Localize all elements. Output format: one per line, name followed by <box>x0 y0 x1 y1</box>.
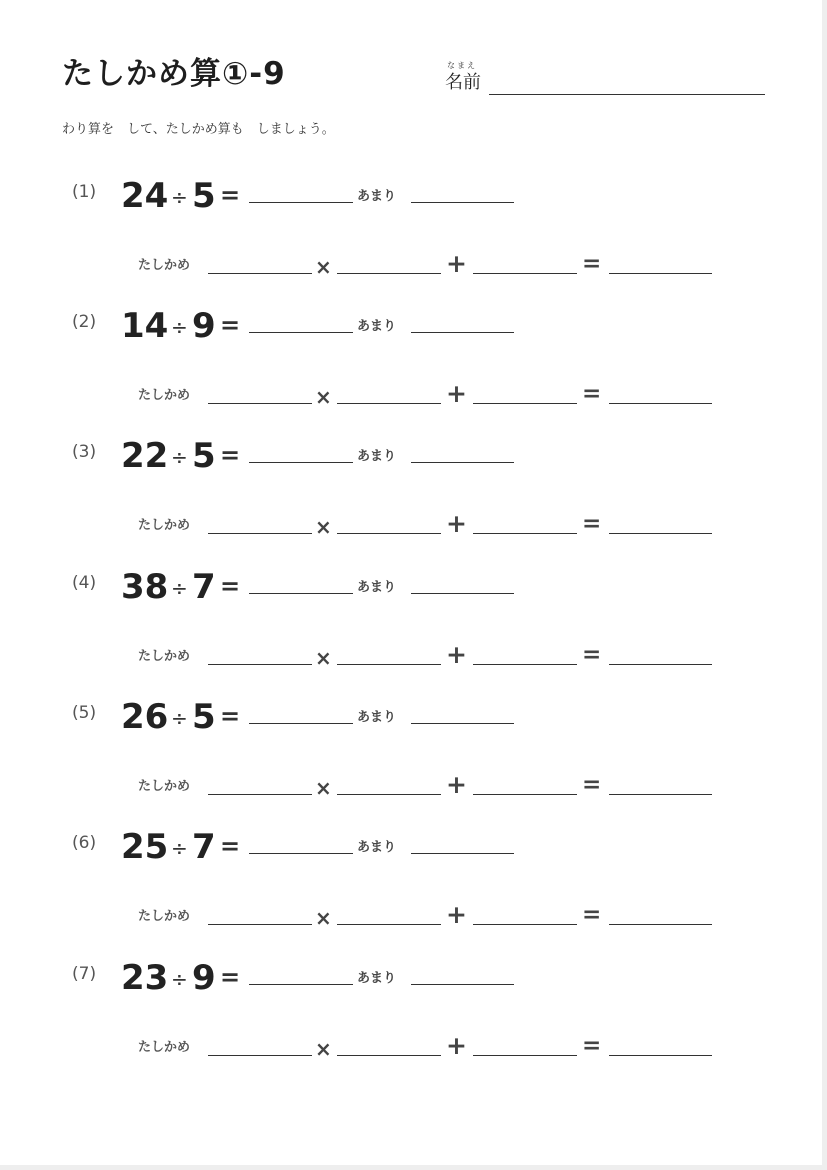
times-sign: × <box>315 255 332 279</box>
remainder-label: あまり <box>357 319 397 334</box>
dividend: 38 <box>121 567 169 607</box>
check-quotient-field[interactable] <box>337 924 441 925</box>
check-divisor-field[interactable] <box>208 924 312 925</box>
plus-sign: + <box>446 770 467 799</box>
quotient-answer-field[interactable] <box>249 723 353 724</box>
quotient-answer-field[interactable] <box>249 202 353 203</box>
check-divisor-field[interactable] <box>208 664 312 665</box>
remainder-answer-field[interactable] <box>411 202 514 203</box>
check-label: たしかめ <box>138 649 191 664</box>
check-label: たしかめ <box>138 518 191 533</box>
plus-sign: + <box>446 249 467 278</box>
check-result-field[interactable] <box>609 664 712 665</box>
remainder-answer-field[interactable] <box>411 462 514 463</box>
check-label: たしかめ <box>138 779 191 794</box>
name-field[interactable] <box>489 94 765 95</box>
equals-sign: = <box>220 572 241 600</box>
quotient-answer-field[interactable] <box>249 593 353 594</box>
divisor: 9 <box>192 958 216 998</box>
problem-row <box>0 302 827 422</box>
check-equals-sign: = <box>582 251 602 277</box>
check-equals-sign: = <box>582 902 602 928</box>
plus-sign: + <box>446 640 467 669</box>
problem-number: (4) <box>72 573 97 593</box>
instruction-text: わり算を して、たしかめ算も しましょう。 <box>62 122 335 137</box>
problem-row <box>0 432 827 552</box>
check-quotient-field[interactable] <box>337 794 441 795</box>
check-quotient-field[interactable] <box>337 403 441 404</box>
problem-row <box>0 823 827 943</box>
problem-row <box>0 954 827 1074</box>
plus-sign: + <box>446 509 467 538</box>
check-divisor-field[interactable] <box>208 273 312 274</box>
equals-sign: = <box>220 963 241 991</box>
check-divisor-field[interactable] <box>208 1055 312 1056</box>
quotient-answer-field[interactable] <box>249 332 353 333</box>
check-divisor-field[interactable] <box>208 794 312 795</box>
check-label: たしかめ <box>138 258 191 273</box>
problem-number: (2) <box>72 312 97 332</box>
problem-number: (3) <box>72 442 97 462</box>
check-label: たしかめ <box>138 1040 191 1055</box>
problem-row <box>0 172 827 292</box>
page-edge-bottom <box>0 1165 827 1170</box>
divide-sign: ÷ <box>171 315 188 339</box>
check-result-field[interactable] <box>609 533 712 534</box>
check-quotient-field[interactable] <box>337 664 441 665</box>
divisor: 7 <box>192 567 216 607</box>
problem-row <box>0 563 827 683</box>
divide-sign: ÷ <box>171 445 188 469</box>
problem-number: (1) <box>72 182 97 202</box>
equals-sign: = <box>220 311 241 339</box>
divisor: 5 <box>192 436 216 476</box>
check-equals-sign: = <box>582 381 602 407</box>
check-result-field[interactable] <box>609 794 712 795</box>
check-quotient-field[interactable] <box>337 273 441 274</box>
equals-sign: = <box>220 181 241 209</box>
check-remainder-field[interactable] <box>473 664 577 665</box>
check-remainder-field[interactable] <box>473 403 577 404</box>
dividend: 25 <box>121 827 169 867</box>
equals-sign: = <box>220 702 241 730</box>
check-remainder-field[interactable] <box>473 924 577 925</box>
check-label: たしかめ <box>138 909 191 924</box>
check-equals-sign: = <box>582 772 602 798</box>
plus-sign: + <box>446 900 467 929</box>
check-result-field[interactable] <box>609 924 712 925</box>
check-remainder-field[interactable] <box>473 794 577 795</box>
name-label: 名前 <box>445 72 481 93</box>
check-result-field[interactable] <box>609 273 712 274</box>
check-equals-sign: = <box>582 1033 602 1059</box>
quotient-answer-field[interactable] <box>249 853 353 854</box>
remainder-answer-field[interactable] <box>411 853 514 854</box>
divide-sign: ÷ <box>171 836 188 860</box>
name-ruby: なまえ <box>447 61 477 70</box>
remainder-label: あまり <box>357 840 397 855</box>
divide-sign: ÷ <box>171 706 188 730</box>
times-sign: × <box>315 1037 332 1061</box>
dividend: 24 <box>121 176 169 216</box>
divisor: 7 <box>192 827 216 867</box>
times-sign: × <box>315 646 332 670</box>
remainder-label: あまり <box>357 710 397 725</box>
check-quotient-field[interactable] <box>337 533 441 534</box>
dividend: 22 <box>121 436 169 476</box>
check-result-field[interactable] <box>609 403 712 404</box>
remainder-label: あまり <box>357 449 397 464</box>
dividend: 23 <box>121 958 169 998</box>
check-equals-sign: = <box>582 642 602 668</box>
dividend: 26 <box>121 697 169 737</box>
check-divisor-field[interactable] <box>208 403 312 404</box>
problem-number: (7) <box>72 964 97 984</box>
divisor: 5 <box>192 697 216 737</box>
check-remainder-field[interactable] <box>473 533 577 534</box>
quotient-answer-field[interactable] <box>249 462 353 463</box>
check-remainder-field[interactable] <box>473 273 577 274</box>
check-equals-sign: = <box>582 511 602 537</box>
remainder-label: あまり <box>357 580 397 595</box>
problem-row <box>0 693 827 813</box>
times-sign: × <box>315 515 332 539</box>
equals-sign: = <box>220 441 241 469</box>
remainder-answer-field[interactable] <box>411 593 514 594</box>
check-result-field[interactable] <box>609 1055 712 1056</box>
times-sign: × <box>315 776 332 800</box>
remainder-answer-field[interactable] <box>411 984 514 985</box>
remainder-answer-field[interactable] <box>411 332 514 333</box>
problem-number: (5) <box>72 703 97 723</box>
remainder-label: あまり <box>357 189 397 204</box>
divisor: 9 <box>192 306 216 346</box>
check-divisor-field[interactable] <box>208 533 312 534</box>
divide-sign: ÷ <box>171 185 188 209</box>
quotient-answer-field[interactable] <box>249 984 353 985</box>
check-label: たしかめ <box>138 388 191 403</box>
divide-sign: ÷ <box>171 576 188 600</box>
remainder-label: あまり <box>357 971 397 986</box>
problem-number: (6) <box>72 833 97 853</box>
divide-sign: ÷ <box>171 967 188 991</box>
equals-sign: = <box>220 832 241 860</box>
worksheet-title: たしかめ算①-9 <box>62 56 286 92</box>
times-sign: × <box>315 385 332 409</box>
divisor: 5 <box>192 176 216 216</box>
dividend: 14 <box>121 306 169 346</box>
times-sign: × <box>315 906 332 930</box>
plus-sign: + <box>446 379 467 408</box>
check-quotient-field[interactable] <box>337 1055 441 1056</box>
remainder-answer-field[interactable] <box>411 723 514 724</box>
check-remainder-field[interactable] <box>473 1055 577 1056</box>
plus-sign: + <box>446 1031 467 1060</box>
